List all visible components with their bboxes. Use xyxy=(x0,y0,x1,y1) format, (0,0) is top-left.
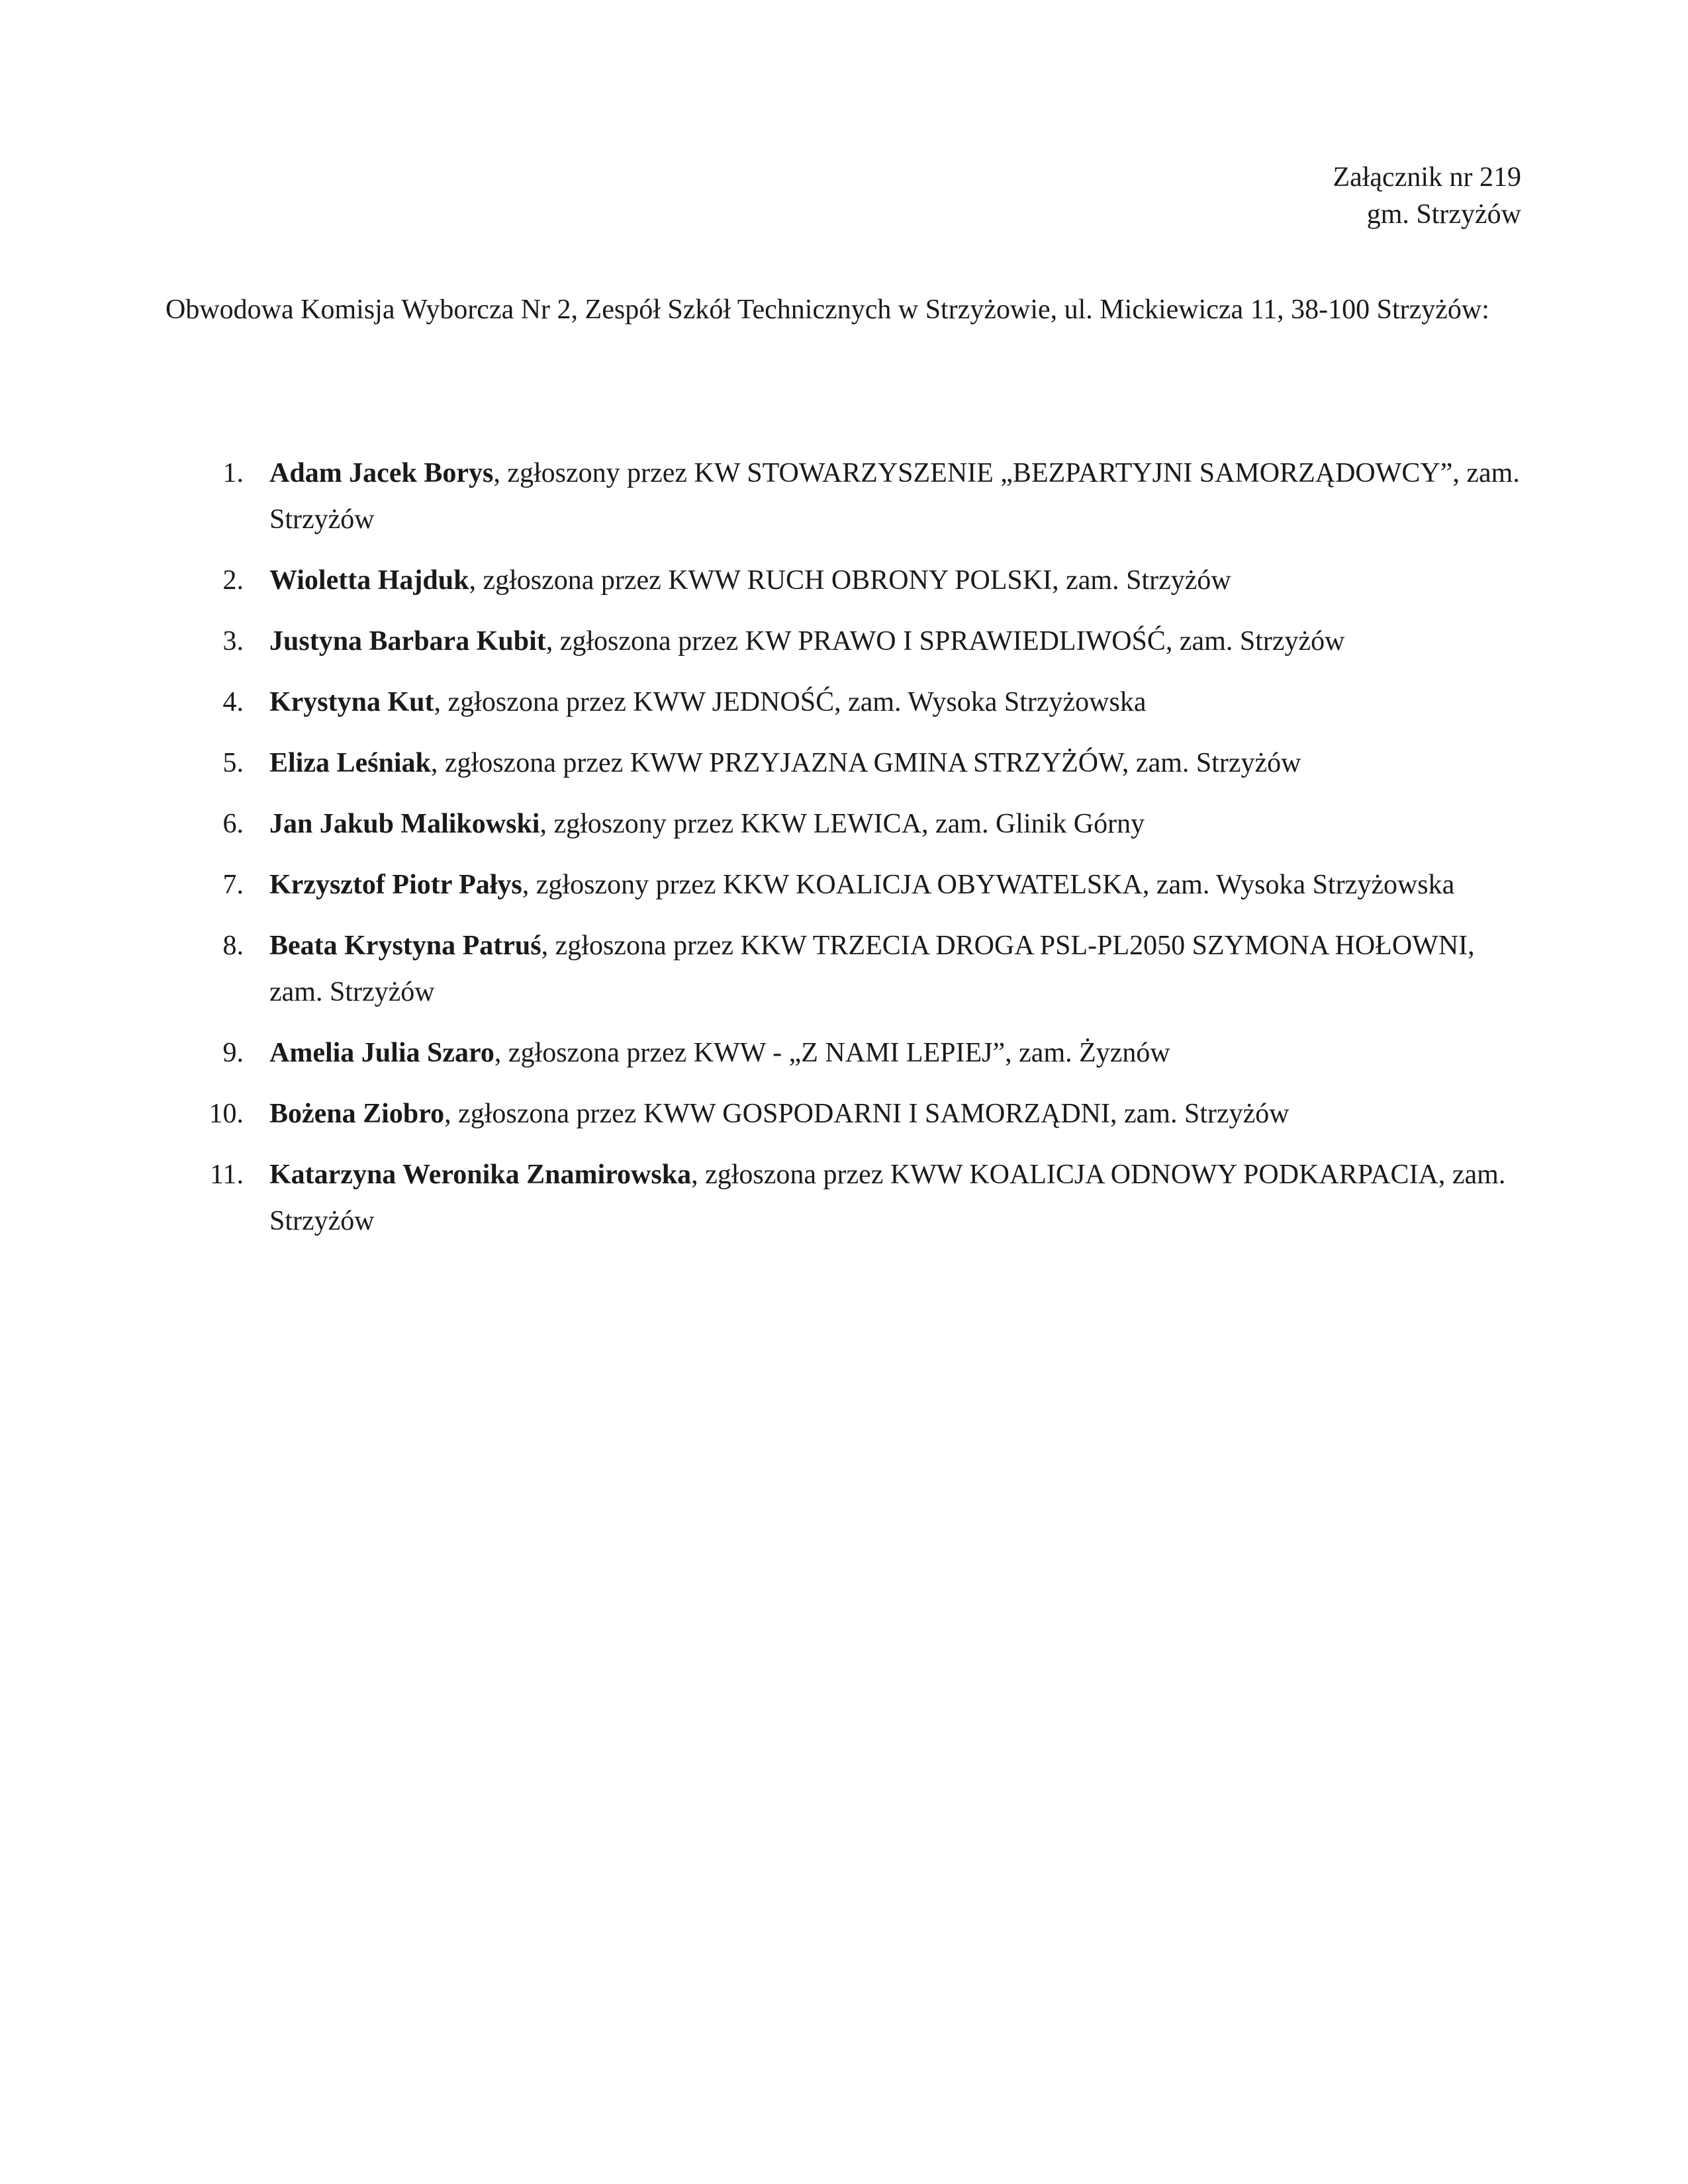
annex-number: Załącznik nr 219 xyxy=(1333,162,1521,193)
item-number: 1. xyxy=(222,458,244,488)
member-list xyxy=(165,450,1529,1259)
member-name: Justyna Barbara Kubit xyxy=(269,626,546,657)
member-details: , zgłoszona przez KW PRAWO I SPRAWIEDLIWOŚĆ, zam. Strzyżów xyxy=(545,626,1345,657)
member-details: , zgłoszona przez KWW JEDNOŚĆ, zam. Wysoka Strzyżowska xyxy=(434,687,1147,717)
member-name: Eliza Leśniak xyxy=(269,748,431,778)
member-name: Krzysztof Piotr Pałys xyxy=(269,870,522,900)
member-details: , zgłoszony przez KKW KOALICJA OBYWATELSKA, zam. Wysoka Strzyżowska xyxy=(522,870,1455,900)
member-name: Amelia Julia Szaro xyxy=(269,1038,494,1068)
item-number: 6. xyxy=(222,809,244,839)
item-number: 2. xyxy=(222,565,244,596)
list-item xyxy=(165,1152,1529,1244)
member-details: , zgłoszona przez KWW GOSPODARNI I SAMORZĄDNI, zam. Strzyżów xyxy=(444,1099,1289,1129)
member-name: Krystyna Kut xyxy=(269,687,434,717)
item-number: 4. xyxy=(222,687,244,717)
item-number: 11. xyxy=(210,1160,244,1190)
member-details: , zgłoszona przez KWW KOALICJA ODNOWY PODKARPACIA, zam. Strzyżów xyxy=(269,1160,1506,1236)
item-number: 8. xyxy=(222,931,244,961)
member-name: Bożena Ziobro xyxy=(269,1099,445,1129)
member-name: Adam Jacek Borys xyxy=(269,458,494,488)
document-header xyxy=(1333,159,1521,233)
member-name: Beata Krystyna Patruś xyxy=(269,931,541,961)
municipality-name: gm. Strzyżów xyxy=(1366,199,1521,230)
item-number: 7. xyxy=(222,870,244,900)
member-name: Katarzyna Weronika Znamirowska xyxy=(269,1160,692,1190)
list-item xyxy=(165,740,1529,786)
list-item xyxy=(165,1030,1529,1076)
item-number: 5. xyxy=(222,748,244,778)
item-number: 3. xyxy=(222,626,244,657)
member-details: , zgłoszony przez KW STOWARZYSZENIE „BEZPARTYJNI SAMORZĄDOWCY”, zam. Strzyżów xyxy=(269,458,1520,535)
member-name: Jan Jakub Malikowski xyxy=(269,809,540,839)
list-item xyxy=(165,557,1529,604)
list-item xyxy=(165,801,1529,847)
list-item xyxy=(165,923,1529,1015)
commission-description: Obwodowa Komisja Wyborcza Nr 2, Zespół Szkół Technicznych w Strzyżowie, ul. Mickiewicza 11, 38-100 Strzyżów: xyxy=(165,295,1489,325)
item-number: 10. xyxy=(209,1099,244,1129)
member-details: , zgłoszony przez KKW LEWICA, zam. Glinik Górny xyxy=(539,809,1145,839)
list-item xyxy=(165,450,1529,543)
list-item xyxy=(165,679,1529,725)
member-name: Wioletta Hajduk xyxy=(269,565,469,596)
member-details: , zgłoszona przez KKW TRZECIA DROGA PSL-PL2050 SZYMONA HOŁOWNI, zam. Strzyżów xyxy=(269,931,1475,1007)
member-details: , zgłoszona przez KWW PRZYJAZNA GMINA STRZYŻÓW, zam. Strzyżów xyxy=(430,748,1301,778)
list-item xyxy=(165,1091,1529,1137)
list-item xyxy=(165,862,1529,908)
member-details: , zgłoszona przez KWW - „Z NAMI LEPIEJ”, zam. Żyznów xyxy=(494,1038,1170,1068)
list-item xyxy=(165,618,1529,664)
member-details: , zgłoszona przez KWW RUCH OBRONY POLSKI, zam. Strzyżów xyxy=(469,565,1231,596)
item-number: 9. xyxy=(222,1038,244,1068)
